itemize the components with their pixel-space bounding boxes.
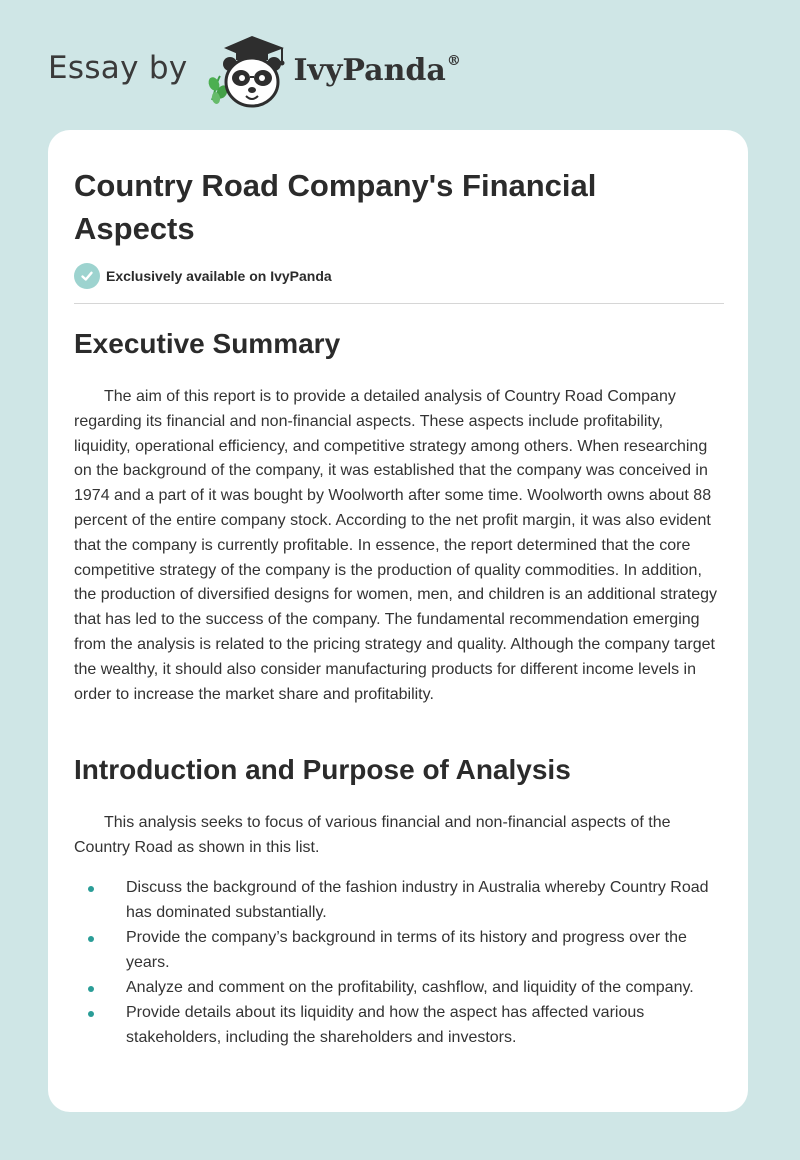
list-item-text: Provide the company’s background in terms of its history and progress over the years. — [126, 928, 687, 971]
bullet-icon — [88, 886, 94, 892]
essay-by-label: Essay by — [48, 50, 188, 86]
bullet-icon — [88, 936, 94, 942]
exclusive-badge — [74, 263, 332, 289]
executive-summary-paragraph: The aim of this report is to provide a detailed analysis of Country Road Company regarding its financial and non-financial aspects. These aspects include profitability, liquidity, operational efficiency, and competitive strategy among others. When researching on the background of the company, it was established that the company was conceived in 1974 and a part of it was bought by Woolworth after some time. Woolworth owns about 88 percent of the entire company stock. According to the net profit margin, it was also evident that the company is currently profitable. In essence, the report determined that the core competitive strategy of the company is the production of quality commodities. In addition, the production of diversified designs for women, men, and children is an additional strategy that has led to the success of the company. The fundamental recommendation emerging from the analysis is related to the pricing strategy and quality. Although the company target the wealthy, it should also consider manufacturing products for different income levels in order to increase the market share and profitability. — [74, 388, 718, 703]
bullet-icon — [88, 986, 94, 992]
exclusive-label: Exclusively available on IvyPanda — [106, 268, 332, 284]
registered-mark: ® — [446, 52, 461, 69]
list-item-text: Analyze and comment on the profitability, cashflow, and liquidity of the company. — [126, 978, 694, 996]
list-item — [74, 926, 724, 976]
site-header — [48, 30, 461, 110]
page-title: Country Road Company's Financial Aspects — [74, 168, 597, 246]
introduction-paragraph: This analysis seeks to focus of various financial and non-financial aspects of the Country Road as shown in this list. — [74, 814, 671, 856]
brand-name-text: IvyPanda — [293, 52, 446, 88]
list-item-text: Provide details about its liquidity and how the aspect has affected various stakeholders, including the shareholders and investors. — [126, 1004, 645, 1046]
brand-name — [294, 53, 461, 88]
essay-card — [48, 130, 748, 1112]
section-heading-executive-summary: Executive Summary — [74, 328, 341, 359]
list-item — [74, 876, 724, 926]
section-heading-introduction: Introduction and Purpose of Analysis — [74, 754, 571, 785]
check-circle-icon — [74, 263, 100, 289]
divider — [74, 303, 724, 304]
list-item — [74, 1001, 724, 1051]
list-item — [74, 976, 724, 1001]
bullet-icon — [88, 1011, 94, 1017]
panda-graduate-icon — [202, 30, 292, 110]
analysis-goals-list — [74, 876, 724, 1051]
list-item-text: Discuss the background of the fashion industry in Australia whereby Country Road has dominated substantially. — [126, 879, 709, 921]
